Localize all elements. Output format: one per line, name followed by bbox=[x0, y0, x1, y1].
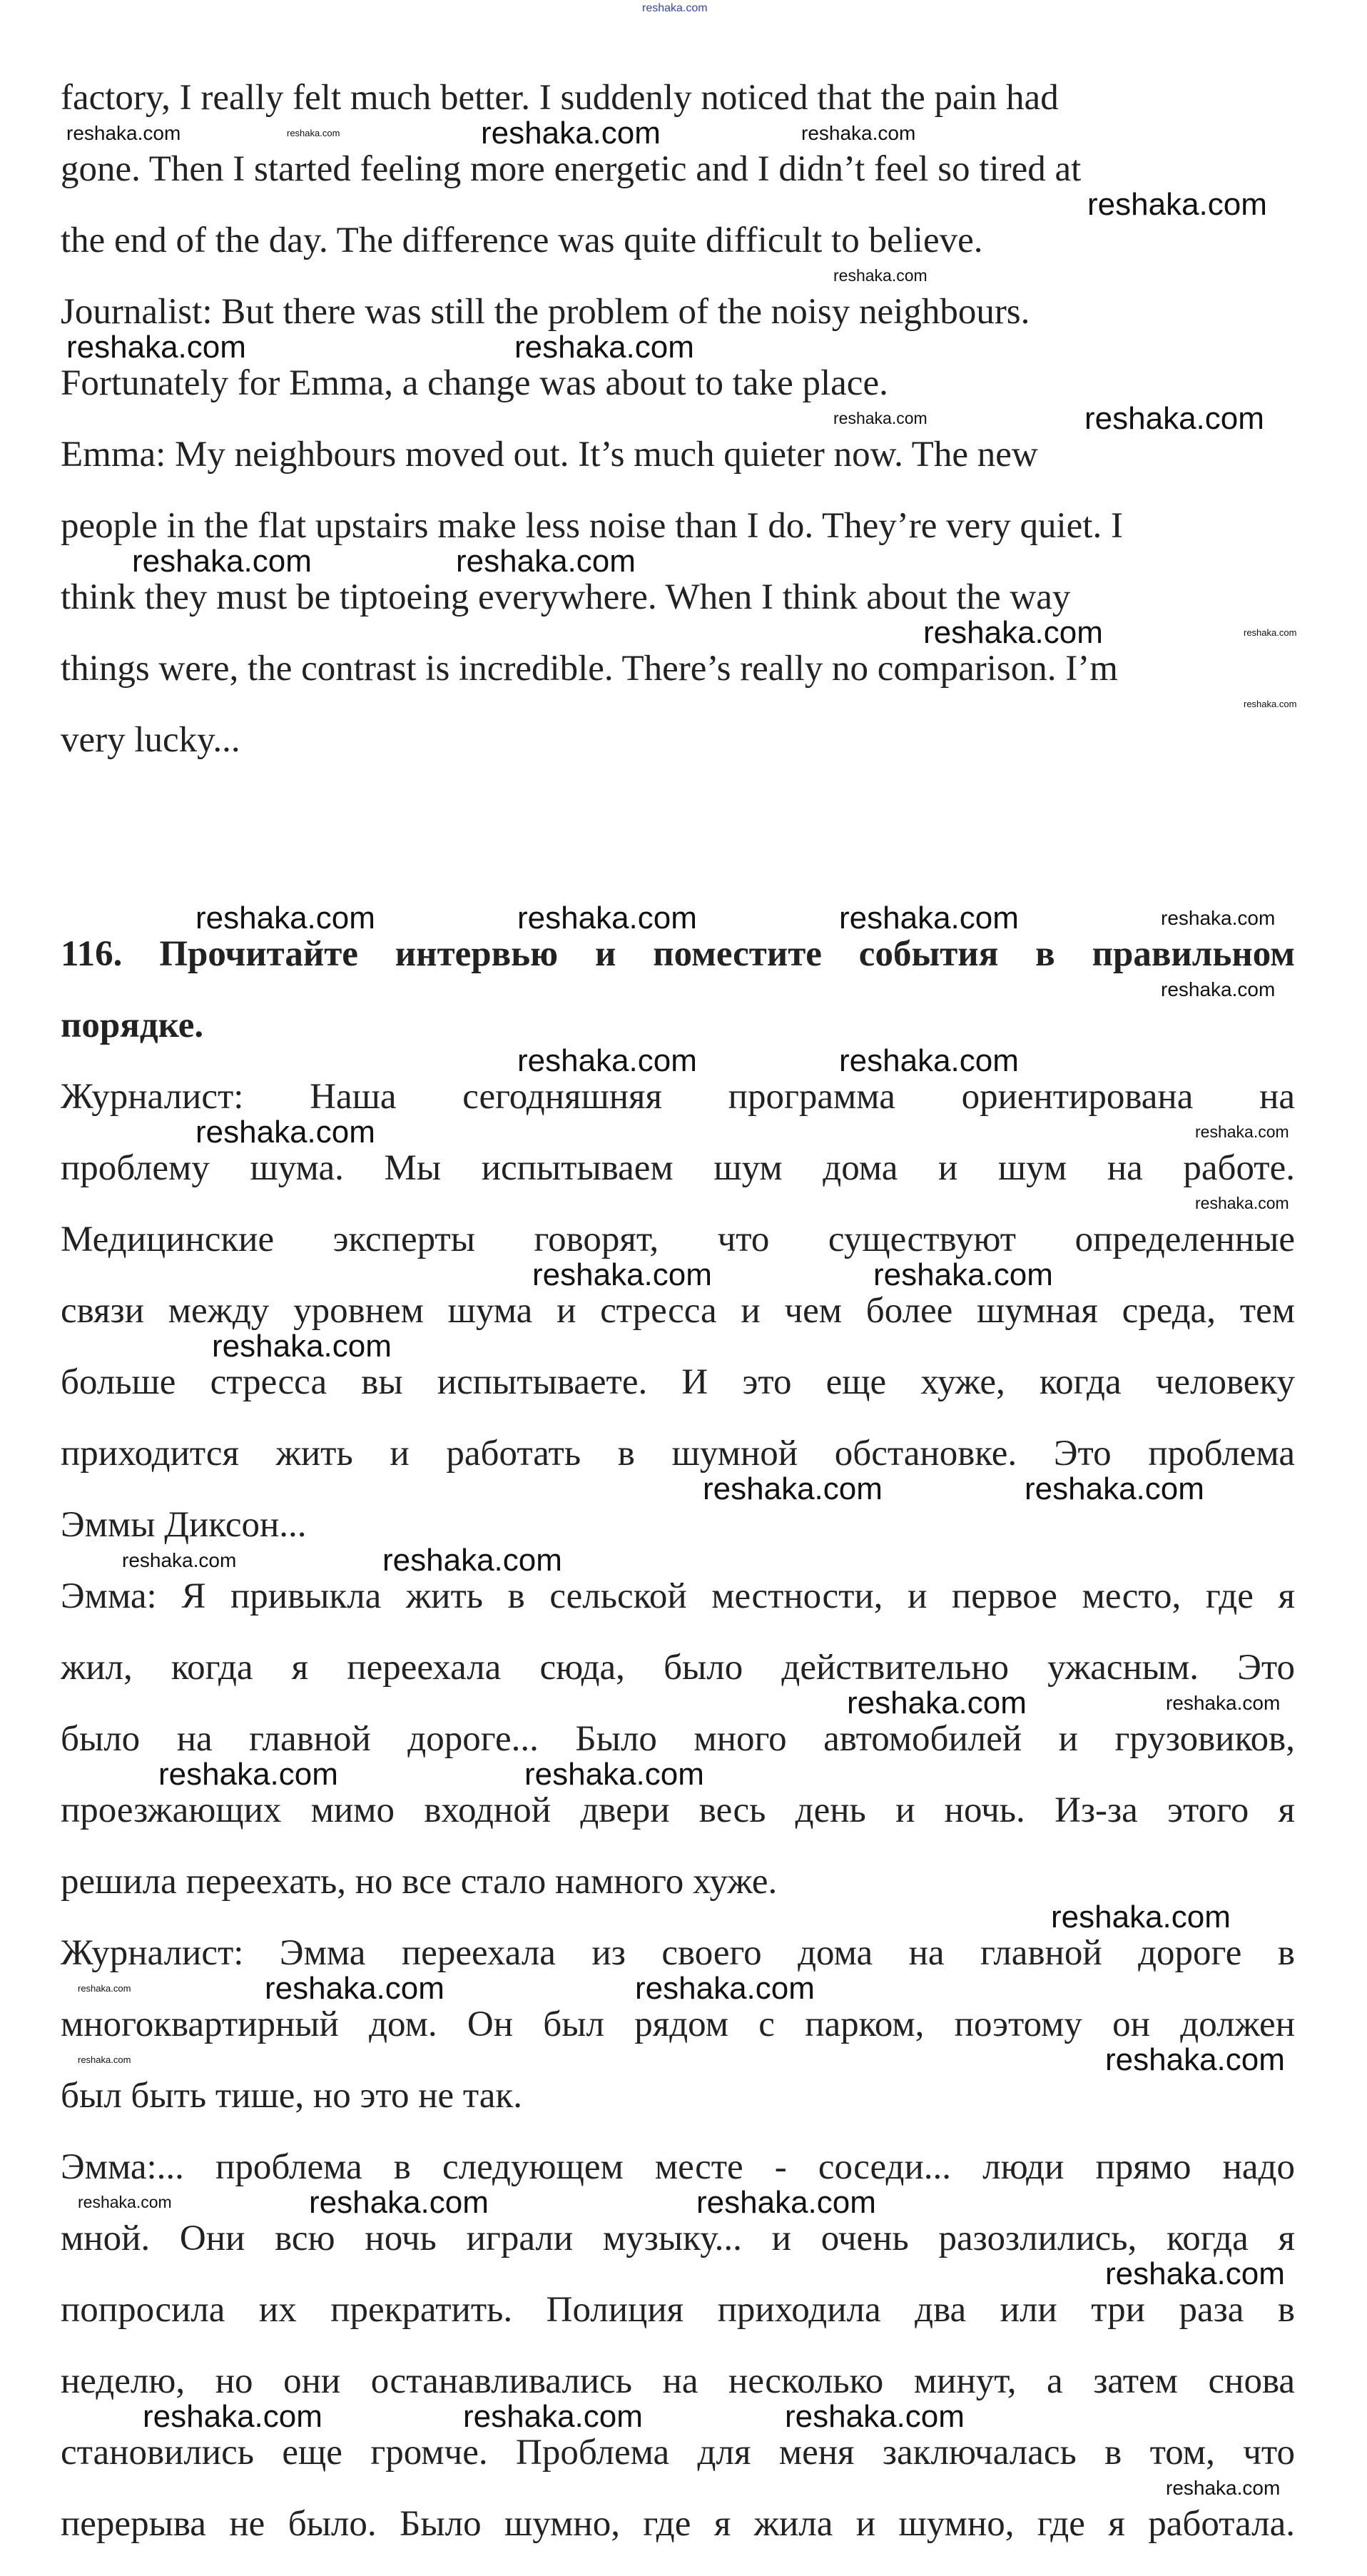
text-line: factory, I really felt much better. I suddenly noticed that the pain had bbox=[61, 78, 1059, 118]
watermark: reshaka.com bbox=[78, 2054, 131, 2065]
watermark: reshaka.com bbox=[481, 116, 661, 151]
text-line: связи между уровнем шума и стресса и чем более шумная среда, тем bbox=[61, 1292, 1295, 1330]
watermark: reshaka.com bbox=[309, 2185, 489, 2220]
watermark: reshaka.com bbox=[287, 128, 340, 138]
watermark: reshaka.com bbox=[785, 2399, 965, 2434]
watermark: reshaka.com bbox=[517, 901, 697, 935]
watermark: reshaka.com bbox=[195, 901, 375, 935]
watermark: reshaka.com bbox=[1161, 978, 1276, 1000]
watermark: reshaka.com bbox=[1195, 1122, 1289, 1141]
text-line: мной. Они всю ночь играли музыку... и очень разозлились, когда я bbox=[61, 2219, 1295, 2258]
watermark: reshaka.com bbox=[1105, 2256, 1285, 2291]
watermark: reshaka.com bbox=[635, 1971, 815, 2006]
text-line: Fortunately for Emma, a change was about to take place. bbox=[61, 363, 888, 403]
watermark: reshaka.com bbox=[1166, 1692, 1281, 1714]
watermark: reshaka.com bbox=[195, 1115, 375, 1150]
watermark: reshaka.com bbox=[839, 1043, 1019, 1078]
watermark: reshaka.com bbox=[1195, 1194, 1289, 1212]
watermark: reshaka.com bbox=[1244, 699, 1297, 709]
watermark: reshaka.com bbox=[382, 1543, 562, 1578]
watermark: reshaka.com bbox=[847, 1685, 1027, 1720]
text-line: больше стресса вы испытываете. И это еще хуже, когда человеку bbox=[61, 1363, 1295, 1401]
watermark: reshaka.com bbox=[1161, 907, 1276, 929]
watermark: reshaka.com bbox=[66, 122, 181, 144]
watermark: reshaka.com bbox=[143, 2399, 322, 2434]
text-line: попросила их прекратить. Полиция приходила два или три раза в bbox=[61, 2291, 1295, 2329]
watermark: reshaka.com bbox=[1087, 187, 1267, 222]
watermark: reshaka.com bbox=[1166, 2477, 1281, 2499]
watermark: reshaka.com bbox=[463, 2399, 643, 2434]
watermark: reshaka.com bbox=[66, 330, 246, 365]
text-line: было на главной дороге... Было много автомобилей и грузовиков, bbox=[61, 1720, 1295, 1758]
text-line: Эммы Диксон... bbox=[61, 1505, 307, 1545]
watermark: reshaka.com bbox=[265, 1971, 444, 2006]
text-line: жил, когда я переехала сюда, было действительно ужасным. Это bbox=[61, 1648, 1295, 1687]
watermark: reshaka.com bbox=[132, 544, 312, 579]
text-line: проблему шума. Мы испытываем шум дома и шум на работе. bbox=[61, 1149, 1295, 1187]
watermark: reshaka.com bbox=[873, 1257, 1053, 1292]
watermark: reshaka.com bbox=[1025, 1471, 1204, 1506]
text-line: Медицинские эксперты говорят, что существуют определенные bbox=[61, 1220, 1295, 1259]
watermark: reshaka.com bbox=[833, 409, 928, 427]
text-line: перерыва не было. Было шумно, где я жила и шумно, где я работала. bbox=[61, 2505, 1295, 2543]
watermark: reshaka.com bbox=[839, 901, 1019, 935]
watermark: reshaka.com bbox=[517, 1043, 697, 1078]
watermark: reshaka.com bbox=[212, 1329, 392, 1364]
watermark: reshaka.com bbox=[78, 2193, 172, 2211]
watermark: reshaka.com bbox=[801, 122, 916, 144]
text-line: был быть тише, но это не так. bbox=[61, 2076, 522, 2116]
text-line: проезжающих мимо входной двери весь день и ночь. Из-за этого я bbox=[61, 1791, 1295, 1830]
watermark: reshaka.com bbox=[696, 2185, 876, 2220]
text-line: многоквартирный дом. Он был рядом с парком, поэтому он должен bbox=[61, 2005, 1295, 2044]
watermark: reshaka.com bbox=[456, 544, 636, 579]
watermark: reshaka.com bbox=[524, 1757, 704, 1792]
watermark: reshaka.com bbox=[78, 1983, 131, 1994]
watermark: reshaka.com bbox=[833, 266, 928, 285]
text-line: things were, the contrast is incredible. There’s really no comparison. I’m bbox=[61, 649, 1118, 689]
text-line: неделю, но они останавливались на несколько минут, а затем снова bbox=[61, 2362, 1295, 2400]
text-line: gone. Then I started feeling more energetic and I didn’t feel so tired at bbox=[61, 149, 1082, 189]
watermark: reshaka.com bbox=[923, 615, 1103, 650]
watermark: reshaka.com bbox=[703, 1471, 883, 1506]
watermark: reshaka.com bbox=[532, 1257, 712, 1292]
watermark: reshaka.com bbox=[1105, 2042, 1285, 2077]
text-line: Журналист: Наша сегодняшняя программа ориентирована на bbox=[61, 1077, 1295, 1116]
watermark: reshaka.com bbox=[1051, 1900, 1231, 1934]
text-line: Эмма:... проблема в следующем месте - соседи... люди прямо надо bbox=[61, 2148, 1295, 2186]
text-line: решила переехать, но все стало намного хуже. bbox=[61, 1862, 778, 1902]
text-line: very lucky... bbox=[61, 720, 240, 760]
watermark: reshaka.com bbox=[1244, 627, 1297, 638]
text-line: the end of the day. The difference was quite difficult to believe. bbox=[61, 220, 983, 260]
text-line: Emma: My neighbours moved out. It’s much quieter now. The new bbox=[61, 435, 1038, 475]
watermark: reshaka.com bbox=[158, 1757, 338, 1792]
text-line: think they must be tiptoeing everywhere. When I think about the way bbox=[61, 577, 1071, 617]
watermark: reshaka.com bbox=[514, 330, 694, 365]
text-line: Эмма: Я привыкла жить в сельской местности, и первое место, где я bbox=[61, 1577, 1295, 1616]
watermark: reshaka.com bbox=[122, 1549, 237, 1571]
task-heading-line: 116. Прочитайте интервью и поместите события в правильном bbox=[61, 935, 1295, 973]
text-line: Журналист: Эмма переехала из своего дома на главной дороге в bbox=[61, 1934, 1295, 1972]
task-heading-line: порядке. bbox=[61, 1005, 204, 1045]
text-line: people in the flat upstairs make less noise than I do. They’re very quiet. I bbox=[61, 506, 1123, 546]
text-line: приходится жить и работать в шумной обстановке. Это проблема bbox=[61, 1434, 1295, 1473]
text-line: становились еще громче. Проблема для меня заключалась в том, что bbox=[61, 2433, 1295, 2472]
watermark: reshaka.com bbox=[1084, 401, 1264, 436]
page-header-watermark: reshaka.com bbox=[642, 2, 708, 14]
text-line: Journalist: But there was still the problem of the noisy neighbours. bbox=[61, 292, 1030, 332]
